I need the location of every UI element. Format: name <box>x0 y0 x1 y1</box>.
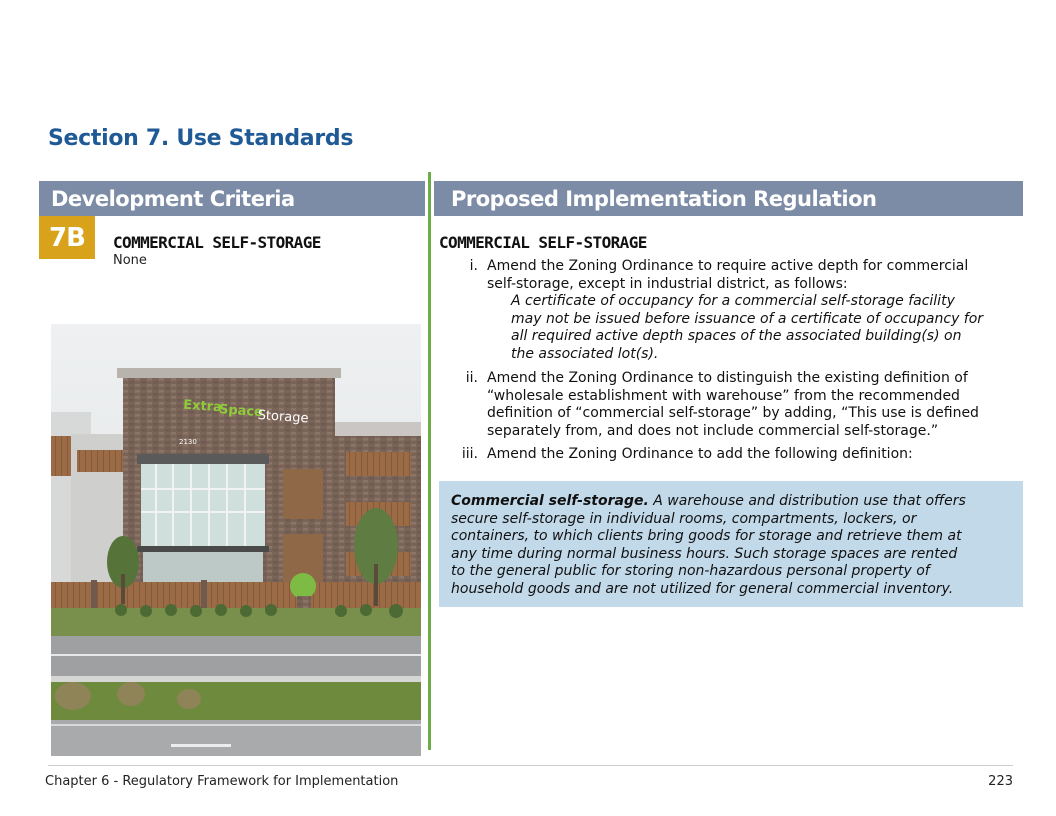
footer-chapter: Chapter 6 - Regulatory Framework for Implementation <box>45 774 399 789</box>
criteria-title: COMMERCIAL SELF-STORAGE <box>113 233 321 252</box>
item-line: separately from, and does not include commercial self-storage.” <box>487 422 939 439</box>
item-number: iii. <box>461 446 478 462</box>
definition-term: Commercial self-storage. <box>451 493 649 509</box>
item-number: i. <box>469 258 478 274</box>
page-number: 223 <box>988 774 1013 789</box>
item-line: definition of “commercial self-storage” by adding, “This use is defined <box>487 405 979 421</box>
item-line: Amend the Zoning Ordinance to require active depth for commercial <box>487 258 969 274</box>
proposed-regulation-header: Proposed Implementation Regulation <box>434 181 1023 216</box>
definition-box <box>439 481 1023 607</box>
item-line: Amend the Zoning Ordinance to add the following definition: <box>487 446 913 462</box>
storage-facility-photo <box>51 324 421 756</box>
definition-line: to the general public for storing non-hazardous personal property of <box>451 563 930 580</box>
quote-line: all required active depth spaces of the associated building(s) on <box>511 328 962 344</box>
regulation-item-i <box>469 258 1007 293</box>
footer-divider <box>48 765 1013 766</box>
svg-text:2130: 2130 <box>179 438 197 446</box>
svg-text:Extra: Extra <box>182 397 223 416</box>
quote-line: A certificate of occupancy for a commercial self-storage facility <box>511 293 955 309</box>
item-number: ii. <box>465 370 478 386</box>
definition-line: any time during normal business hours. Such storage spaces are rented <box>451 545 958 562</box>
definition-line: household goods and are not utilized for general commercial inventory. <box>451 580 954 597</box>
quote-line: may not be issued before issuance of a certificate of occupancy for <box>511 310 984 327</box>
definition-line: A warehouse and distribution use that offers <box>648 493 966 509</box>
regulation-title: COMMERCIAL SELF-STORAGE <box>439 233 647 252</box>
item-line: self-storage, except in industrial district, as follows: <box>487 275 848 292</box>
criteria-subtitle: None <box>113 253 147 268</box>
item-line: “wholesale establishment with warehouse” from the recommended <box>487 387 960 404</box>
criteria-badge: 7B <box>39 216 95 259</box>
regulation-item-iii <box>461 446 1007 464</box>
item-line: Amend the Zoning Ordinance to distinguish the existing definition of <box>487 370 968 386</box>
regulation-item-ii <box>465 370 1007 440</box>
svg-text:Space: Space <box>218 402 264 421</box>
definition-line: secure self-storage in individual rooms, compartments, lockers, or <box>451 510 917 527</box>
svg-text:Storage: Storage <box>257 407 309 427</box>
section-title: Section 7. Use Standards <box>48 126 354 151</box>
quote-line: the associated lot(s). <box>511 345 659 362</box>
definition-line: containers, to which clients bring goods for storage and retrieve them at <box>451 528 962 545</box>
development-criteria-header: Development Criteria <box>39 181 425 216</box>
regulation-quote <box>511 293 1011 363</box>
